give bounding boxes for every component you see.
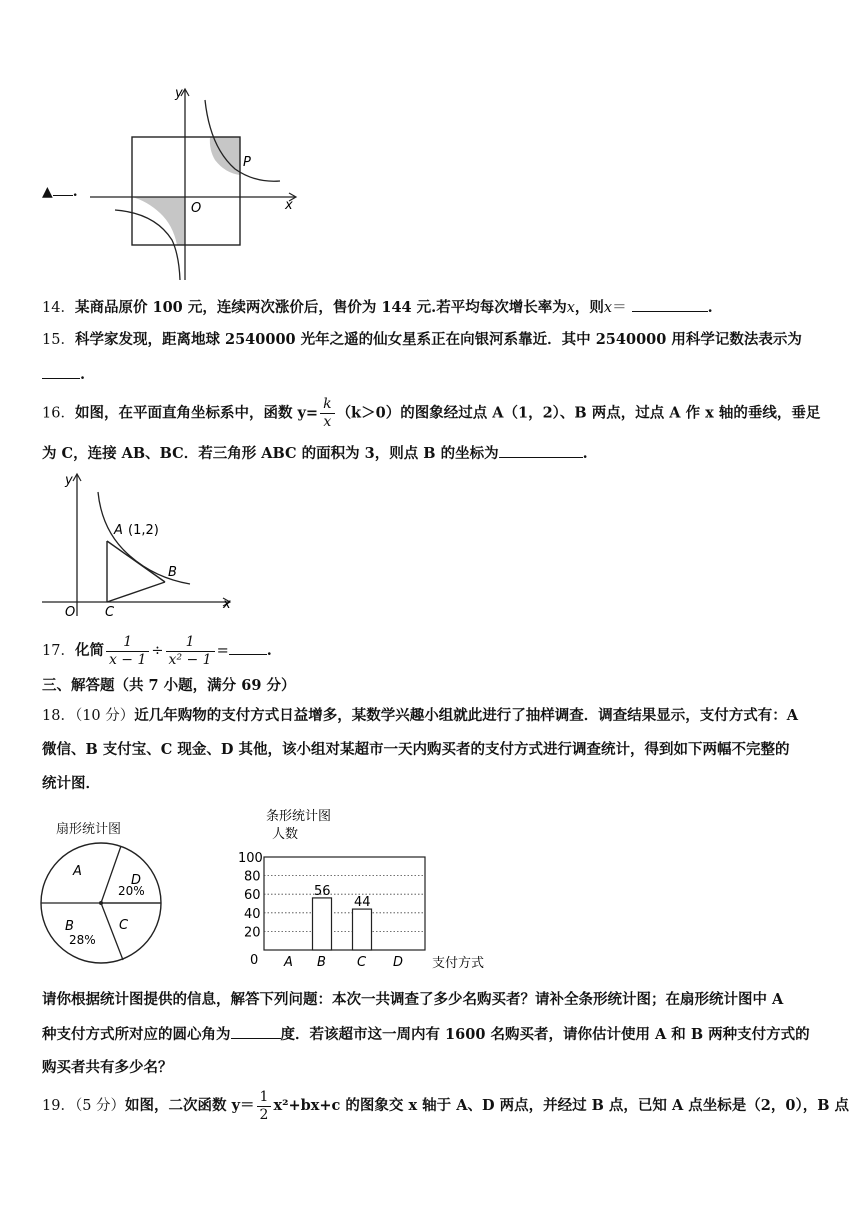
bar-chart-xlabel: 支付方式 (432, 956, 485, 971)
bar-chart-frame (264, 857, 425, 950)
question-19: 19．（5 分）如图，二次函数 y＝ $\frac{1}{2}$ x²+bx+c 的图象交 x 轴于 A、D 两点，并经过 B 点，已知 A 点坐标是（2，0），B 点 (42, 1088, 849, 1123)
q16-label-a: A (114, 523, 123, 538)
question-15: 15．科学家发现，距离地球 2540000 光年之遥的仙女星系正在向银河系靠近．其中 2540000 用科学记数法表示为 (42, 331, 802, 348)
question-18-line2: 微信、B 支付宝、C 现金、D 其他，该小组对某超市一天内购买者的支付方式进行调查统计，得到如下两幅不完整的 (42, 741, 790, 758)
pie-chart (38, 840, 164, 966)
question-16-line2: 为 C，连接 AB、BC．若三角形 ABC 的面积为 3，则点 B 的坐标为 . (42, 445, 588, 462)
bar-value-label: 44 (354, 895, 371, 911)
question-18-line3: 统计图． (42, 775, 100, 792)
q13-label-y: y (175, 86, 183, 101)
bar-C (353, 909, 372, 950)
section-3-heading: 三、解答题（共 7 小题，满分 69 分） (42, 677, 296, 694)
question-18-prompt: 请你根据统计图提供的信息，解答下列问题：本次一共调查了多少名购买者？请补全条形统计图；在扇形统计图中 A (42, 991, 784, 1008)
bar-chart-ylabel: 人数 (272, 827, 299, 842)
q16-figure (40, 470, 240, 618)
x-category-label: C (357, 955, 367, 970)
question-18: 18．（10 分）近几年购物的支付方式日益增多，某数学兴趣小组就此进行了抽样调查．调查结果显示，支付方式有：A (42, 707, 799, 724)
q13-marker: ▲ (42, 184, 53, 200)
y-tick-label: 40 (244, 906, 261, 922)
q13-shaded-region-bottom-left (132, 197, 185, 245)
pie-chart-title: 扇形统计图 (56, 822, 122, 837)
y-tick-label: 80 (244, 869, 261, 885)
x-category-label: B (317, 955, 326, 970)
q16-segment-ab (107, 541, 165, 582)
question-18-prompt-line3: 购买者共有多少名？ (42, 1059, 173, 1076)
q13-label-p: P (243, 155, 251, 170)
pie-label-c: C (119, 918, 129, 933)
pie-pct-d: 20% (118, 884, 145, 898)
q16-label-o: O (65, 605, 76, 618)
question-16: 16．如图，在平面直角坐标系中，函数 y= $\frac{k}{x}$ （k＞0）的图象经过点 A（1，2）、B 两点，过点 A 作 x 轴的垂线，垂足 (42, 396, 821, 430)
question-17: 17．化简 $\frac{1}{x - 1}$ ÷ $\frac{1}{\text{x² − 1}}$ = . (42, 633, 272, 668)
bar-chart (232, 805, 502, 975)
q16-fraction: $\frac{k}{x}$ (320, 396, 334, 431)
question-14: 14．某商品原价 100 元，连续两次涨价后，售价为 144 元.若平均每次增长率为x，则x＝ . (42, 299, 713, 316)
y-tick-label: 100 (238, 851, 263, 866)
q16-label-a-coord: (1,2) (128, 523, 159, 538)
q17-answer-blank (229, 640, 267, 655)
question-15-answer: . (42, 364, 85, 385)
q14-answer-blank (632, 297, 708, 312)
q13-answer-line: ▲ . (42, 181, 78, 200)
pie-center (99, 901, 103, 905)
pie-label-a: A (73, 864, 82, 879)
q13-figure (85, 85, 305, 285)
pie-label-b: B (65, 919, 74, 934)
q15-answer-blank (42, 364, 80, 379)
q16-segment-bc (107, 582, 165, 602)
q16-label-y: y (65, 473, 73, 488)
q16-label-c: C (105, 605, 115, 618)
q15-text: 科学家发现，距离地球 2540000 光年之遥的仙女星系正在向银河系靠近．其中 2540000 用科学记数法表示为 (74, 331, 802, 348)
q13-label-o: O (191, 201, 202, 216)
y-tick-label: 20 (244, 925, 261, 941)
q13-blank (53, 181, 73, 196)
q17-fraction-1: $\frac{1}{x - 1}$ (106, 634, 149, 669)
q13-label-x: x (285, 198, 293, 213)
x-category-label: A (284, 955, 293, 970)
y-tick-label: 0 (250, 953, 259, 968)
bar-value-label: 56 (314, 883, 331, 899)
q18-angle-blank (231, 1024, 281, 1039)
bar-chart-title: 条形统计图 (266, 809, 332, 824)
x-category-label: D (393, 955, 404, 970)
q14-text: 某商品原价 100 元，连续两次涨价后，售价为 144 元.若平均每次增长率为 (74, 299, 567, 316)
pie-label-d: D (131, 873, 142, 888)
bar-B (313, 898, 332, 950)
q16-label-b: B (168, 565, 177, 580)
q19-fraction: $\frac{1}{2}$ (257, 1089, 272, 1124)
y-tick-label: 60 (244, 888, 261, 904)
q16-answer-blank (499, 443, 583, 458)
question-18-prompt-line2: 种支付方式所对应的圆心角为 度．若该超市这一周内有 1600 名购买者，请你估计使用 A 和 B 两种支付方式的 (42, 1026, 810, 1043)
q17-fraction-2: $\frac{1}{\text{x² − 1}}$ (166, 634, 215, 669)
q16-label-x: x (223, 597, 231, 612)
pie-pct-b: 28% (69, 933, 96, 947)
